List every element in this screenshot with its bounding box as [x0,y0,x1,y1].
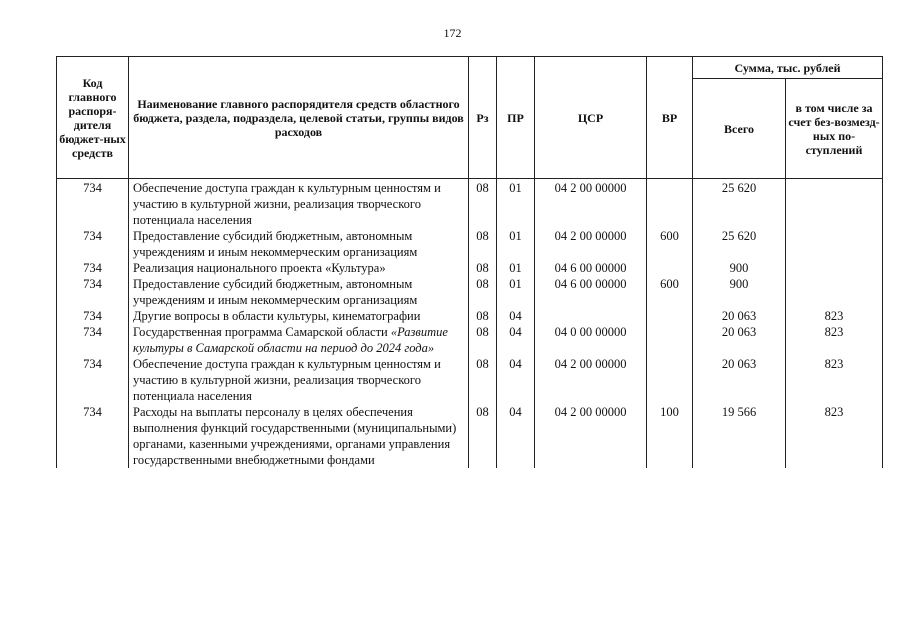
cell-name [129,179,469,229]
cell-name [129,404,469,468]
budget-table [56,56,883,468]
cell-csr: 04 2 00 00000 [535,179,647,229]
cell-csr: 04 6 00 00000 [535,260,647,276]
row-name-text: Предоставление субсидий бюджетным, автономным учреждениям и иным некоммерческим организациям [133,229,418,259]
table-row [57,356,883,404]
cell-rz: 08 [469,276,497,308]
cell-csr: 04 2 00 00000 [535,228,647,260]
cell-total: 20 063 [693,308,786,324]
cell-vr: 100 [647,404,693,468]
cell-total: 20 063 [693,356,786,404]
cell-gratuitous: 823 [786,308,883,324]
row-name-text: Предоставление субсидий бюджетным, автономным учреждениям и иным некоммерческим организациям [133,277,418,307]
cell-gratuitous: 823 [786,404,883,468]
cell-code: 734 [57,404,129,468]
cell-name [129,228,469,260]
cell-name [129,276,469,308]
cell-pr: 04 [497,404,535,468]
cell-csr: 04 2 00 00000 [535,356,647,404]
header-gratuitous: в том числе за счет без-возмезд-ных по-ступлений [786,79,883,179]
cell-code: 734 [57,308,129,324]
cell-code: 734 [57,228,129,260]
cell-vr [647,356,693,404]
cell-vr [647,260,693,276]
cell-csr: 04 6 00 00000 [535,276,647,308]
cell-csr: 04 2 00 00000 [535,404,647,468]
cell-vr: 600 [647,228,693,260]
cell-code: 734 [57,324,129,356]
header-csr: ЦСР [535,57,647,179]
cell-pr: 04 [497,324,535,356]
header-vr: ВР [647,57,693,179]
row-name-text: Другие вопросы в области культуры, кинематографии [133,309,421,323]
cell-pr: 01 [497,179,535,229]
table-row [57,260,883,276]
cell-name [129,308,469,324]
header-pr: ПР [497,57,535,179]
cell-gratuitous: 823 [786,324,883,356]
table-row [57,276,883,308]
header-rz: Рз [469,57,497,179]
cell-csr [535,308,647,324]
cell-total: 900 [693,276,786,308]
cell-rz: 08 [469,179,497,229]
row-name-text: Расходы на выплаты персоналу в целях обеспечения выполнения функций государственными (муниципальными) органами, казенными учреждениями, органами управления государственными внебюджетными фондами [133,405,457,467]
page-number: 172 [443,26,462,40]
cell-code: 734 [57,356,129,404]
cell-pr: 01 [497,276,535,308]
cell-rz: 08 [469,404,497,468]
cell-pr: 04 [497,356,535,404]
cell-rz: 08 [469,308,497,324]
table-row [57,324,883,356]
row-name-text: Обеспечение доступа граждан к культурным ценностям и участию в культурной жизни, реализация творческого потенциала населения [133,357,441,403]
table-row [57,228,883,260]
row-name-text: Государственная программа Самарской области [133,325,391,339]
cell-gratuitous [786,276,883,308]
cell-total: 20 063 [693,324,786,356]
table-row [57,308,883,324]
cell-code: 734 [57,260,129,276]
row-name-text: Обеспечение доступа граждан к культурным ценностям и участию в культурной жизни, реализация творческого потенциала населения [133,181,441,227]
header-code: Код главного распоря-дителя бюджет-ных средств [57,57,129,179]
cell-pr: 01 [497,228,535,260]
cell-pr: 01 [497,260,535,276]
cell-total: 900 [693,260,786,276]
cell-pr: 04 [497,308,535,324]
cell-rz: 08 [469,260,497,276]
cell-rz: 08 [469,228,497,260]
cell-total: 25 620 [693,179,786,229]
cell-code: 734 [57,179,129,229]
cell-gratuitous [786,228,883,260]
table-row [57,179,883,229]
row-name-italic-text: «Развитие культуры в Самарской области на период до 2024 года» [133,325,448,355]
cell-total: 25 620 [693,228,786,260]
cell-gratuitous [786,260,883,276]
cell-vr [647,308,693,324]
cell-code: 734 [57,276,129,308]
cell-vr: 600 [647,276,693,308]
cell-name [129,356,469,404]
cell-total: 19 566 [693,404,786,468]
cell-csr: 04 0 00 00000 [535,324,647,356]
cell-gratuitous: 823 [786,356,883,404]
cell-name [129,324,469,356]
header-name: Наименование главного распорядителя средств областного бюджета, раздела, подраздела, целевой статьи, группы видов расходов [129,57,469,179]
cell-vr [647,324,693,356]
cell-rz: 08 [469,356,497,404]
cell-name [129,260,469,276]
row-name-text: Реализация национального проекта «Культура» [133,261,386,275]
header-sum: Сумма, тыс. рублей [693,57,883,79]
cell-vr [647,179,693,229]
cell-rz: 08 [469,324,497,356]
header-total: Всего [693,79,786,179]
table-row [57,404,883,468]
cell-gratuitous [786,179,883,229]
